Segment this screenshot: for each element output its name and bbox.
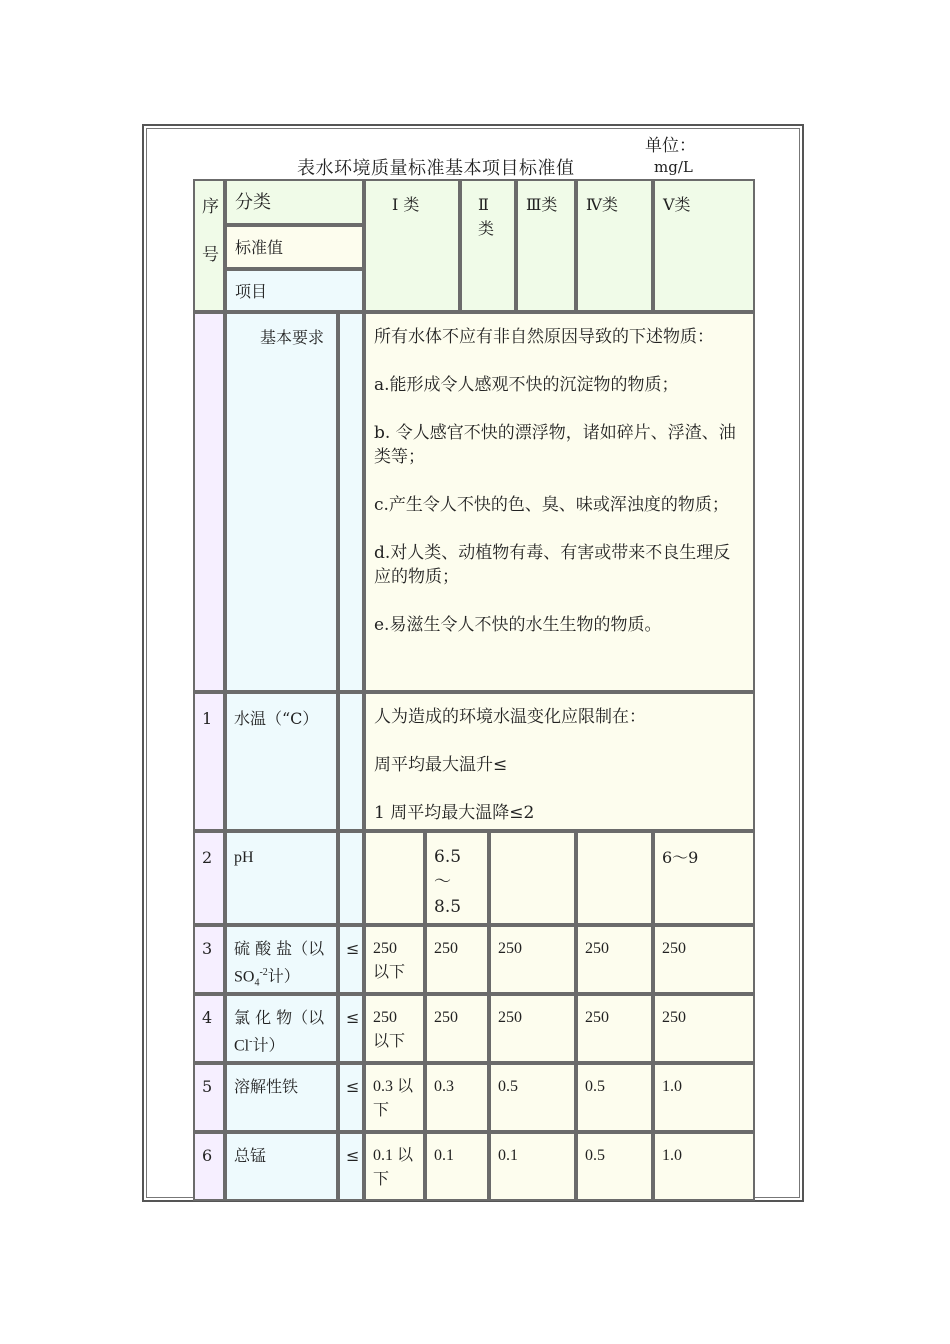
row-1-name: 水温（“C） <box>234 709 319 728</box>
row-6-class5: 1.0 <box>662 1147 682 1164</box>
row-2-class5: 6～9 <box>662 848 699 867</box>
row-5-num-cell <box>193 1063 225 1132</box>
row-2-class1-cell <box>364 831 425 925</box>
class4-header: Ⅳ类 <box>586 195 618 214</box>
row-3-name-cell <box>225 925 338 994</box>
row-6-class1-a: 0.1 以 <box>373 1147 414 1164</box>
row-5-class2: 0.3 <box>434 1078 454 1095</box>
row-5-num: 5 <box>202 1077 213 1096</box>
row-5-name-cell <box>225 1063 338 1132</box>
row-6-class2: 0.1 <box>434 1147 454 1164</box>
row-3-class1-a: 250 <box>373 940 397 957</box>
row-5-class1-b: 下 <box>373 1102 390 1119</box>
row-1-text-cell <box>364 692 755 831</box>
basic-para: a.能形成令人感观不快的沉淀物的物质； <box>374 375 679 395</box>
class3-header: Ⅲ类 <box>526 195 558 214</box>
row-3-num: 3 <box>202 939 213 958</box>
row-5-sym: ≤ <box>346 1077 360 1096</box>
row-1-para: 周平均最大温升≤ <box>374 755 508 775</box>
row-4-name-sup: - <box>249 1036 253 1047</box>
row-4-sym-cell <box>338 994 364 1063</box>
row-2-sym-cell <box>338 831 364 925</box>
row-3-class5-cell <box>653 925 755 994</box>
row-3-class4: 250 <box>585 940 609 957</box>
standard-header: 标准值 <box>235 238 284 257</box>
unit-value: mg/L <box>654 158 693 176</box>
basic-para: d.对人类、动植物有毒、有害或带来不良生理反应的物质； <box>374 543 731 587</box>
row-5-class1-a: 0.3 以 <box>373 1078 414 1095</box>
row-3-class2: 250 <box>434 940 458 957</box>
row-3-class4-cell <box>576 925 653 994</box>
row-1-sym-cell <box>338 692 364 831</box>
class5-header: Ⅴ类 <box>663 195 691 214</box>
class4-header-cell <box>576 179 653 312</box>
row-6-sym: ≤ <box>346 1146 360 1165</box>
row-3-sym: ≤ <box>346 939 360 958</box>
row-5-class4-cell <box>576 1063 653 1132</box>
row-4-class2-cell <box>425 994 489 1063</box>
class1-header: Ⅰ 类 <box>392 195 420 214</box>
row-6-class4-cell <box>576 1132 653 1201</box>
basic-para: e.易滋生令人不快的水生生物的物质。 <box>374 615 662 635</box>
row-2-name-cell <box>225 831 338 925</box>
row-3-name-sup: -2 <box>259 967 268 978</box>
category-header: 分类 <box>235 192 271 213</box>
row-2-num-cell <box>193 831 225 925</box>
row-6-class4: 0.5 <box>585 1147 605 1164</box>
item-header-cell <box>225 269 364 312</box>
row-3-num-cell <box>193 925 225 994</box>
row-3-name-c: 计） <box>267 968 300 986</box>
row-4-class1-cell <box>364 994 425 1063</box>
row-2-class3-cell <box>489 831 576 925</box>
row-2-class2-a: 6.5 <box>434 847 462 867</box>
row-3-class2-cell <box>425 925 489 994</box>
row-6-class1-cell <box>364 1132 425 1201</box>
row-5-sym-cell <box>338 1063 364 1132</box>
row-2-class4-cell <box>576 831 653 925</box>
row-5-class1-cell <box>364 1063 425 1132</box>
row-4-name-a: 氯 化 物（以 <box>234 1008 325 1027</box>
row-3-sym-cell <box>338 925 364 994</box>
row-3-name-b: SO <box>234 968 255 986</box>
standard-header-cell <box>225 225 364 269</box>
row-4-name-c: 计） <box>252 1037 285 1055</box>
row-2-class2-c: 8.5 <box>434 897 462 917</box>
row-4-class1-b: 以下 <box>373 1033 406 1050</box>
item-header: 项目 <box>235 282 268 301</box>
seq-header-cell <box>193 179 225 312</box>
row-6-class3: 0.1 <box>498 1147 518 1164</box>
row-1-name-cell <box>225 692 338 831</box>
row-2-name: pH <box>234 849 254 866</box>
row-1-num-cell <box>193 692 225 831</box>
row-6-class2-cell <box>425 1132 489 1201</box>
row-3-name-a: 硫 酸 盐（以 <box>234 939 325 958</box>
row-5-class3-cell <box>489 1063 576 1132</box>
class2-header-cell <box>460 179 516 312</box>
row-4-class4-cell <box>576 994 653 1063</box>
row-3-class1-cell <box>364 925 425 994</box>
row-4-class2: 250 <box>434 1009 458 1026</box>
basic-para: c.产生令人不快的色、臭、味或浑浊度的物质； <box>374 495 729 515</box>
row-4-num-cell <box>193 994 225 1063</box>
row-2-class5-cell <box>653 831 755 925</box>
class5-header-cell <box>653 179 755 312</box>
row-4-class1-a: 250 <box>373 1009 397 1026</box>
row-2-num: 2 <box>202 848 213 867</box>
row-1-para: 人为造成的环境水温变化应限制在： <box>374 707 646 727</box>
row-3-class3: 250 <box>498 940 522 957</box>
row-1-para: 1 周平均最大温降≤2 <box>374 803 535 823</box>
row-5-class5-cell <box>653 1063 755 1132</box>
row-3-class1-b: 以下 <box>373 964 406 981</box>
row-4-class3: 250 <box>498 1009 522 1026</box>
basic-seq-cell <box>193 312 225 692</box>
row-5-class5: 1.0 <box>662 1078 682 1095</box>
row-4-class3-cell <box>489 994 576 1063</box>
row-6-class1-b: 下 <box>373 1171 390 1188</box>
row-4-class4: 250 <box>585 1009 609 1026</box>
row-6-num: 6 <box>202 1146 213 1165</box>
row-5-class4: 0.5 <box>585 1078 605 1095</box>
basic-text-cell <box>364 312 755 692</box>
row-6-name-cell <box>225 1132 338 1201</box>
row-3-class3-cell <box>489 925 576 994</box>
row-6-sym-cell <box>338 1132 364 1201</box>
basic-label-cell <box>225 312 338 692</box>
row-3-name-sub: 4 <box>254 977 260 989</box>
row-4-sym: ≤ <box>346 1008 360 1027</box>
row-5-name: 溶解性铁 <box>234 1077 299 1096</box>
basic-para: b. 令人感官不快的漂浮物，诸如碎片、浮渣、油类等； <box>374 423 736 467</box>
row-5-class3: 0.5 <box>498 1078 518 1095</box>
row-6-num-cell <box>193 1132 225 1201</box>
row-5-class2-cell <box>425 1063 489 1132</box>
row-1-num: 1 <box>202 709 213 728</box>
row-4-num: 4 <box>202 1008 213 1027</box>
row-3-class5: 250 <box>662 940 686 957</box>
row-4-class5-cell <box>653 994 755 1063</box>
row-4-name-b: Cl <box>234 1037 250 1055</box>
basic-para: 所有水体不应有非自然原因导致的下述物质： <box>374 327 714 347</box>
basic-label: 基本要求 <box>260 328 325 347</box>
class3-header-cell <box>516 179 576 312</box>
category-header-cell <box>225 179 364 225</box>
seq-header-a: 序 <box>202 197 219 217</box>
row-4-class5: 250 <box>662 1009 686 1026</box>
unit-label: 单位： <box>645 136 696 156</box>
class2-header-b: 类 <box>478 219 495 238</box>
row-6-class3-cell <box>489 1132 576 1201</box>
table-title: 表水环境质量标准基本项目标准值 <box>297 158 575 179</box>
row-6-class5-cell <box>653 1132 755 1201</box>
class1-header-cell <box>364 179 460 312</box>
row-6-name: 总锰 <box>234 1146 267 1165</box>
row-2-class2-b: ～ <box>434 872 451 892</box>
seq-header-b: 号 <box>202 245 219 265</box>
basic-sym-cell <box>338 312 364 692</box>
row-4-name-cell <box>225 994 338 1063</box>
row-2-class2-cell <box>425 831 489 925</box>
class2-header-a: Ⅱ <box>478 195 489 214</box>
